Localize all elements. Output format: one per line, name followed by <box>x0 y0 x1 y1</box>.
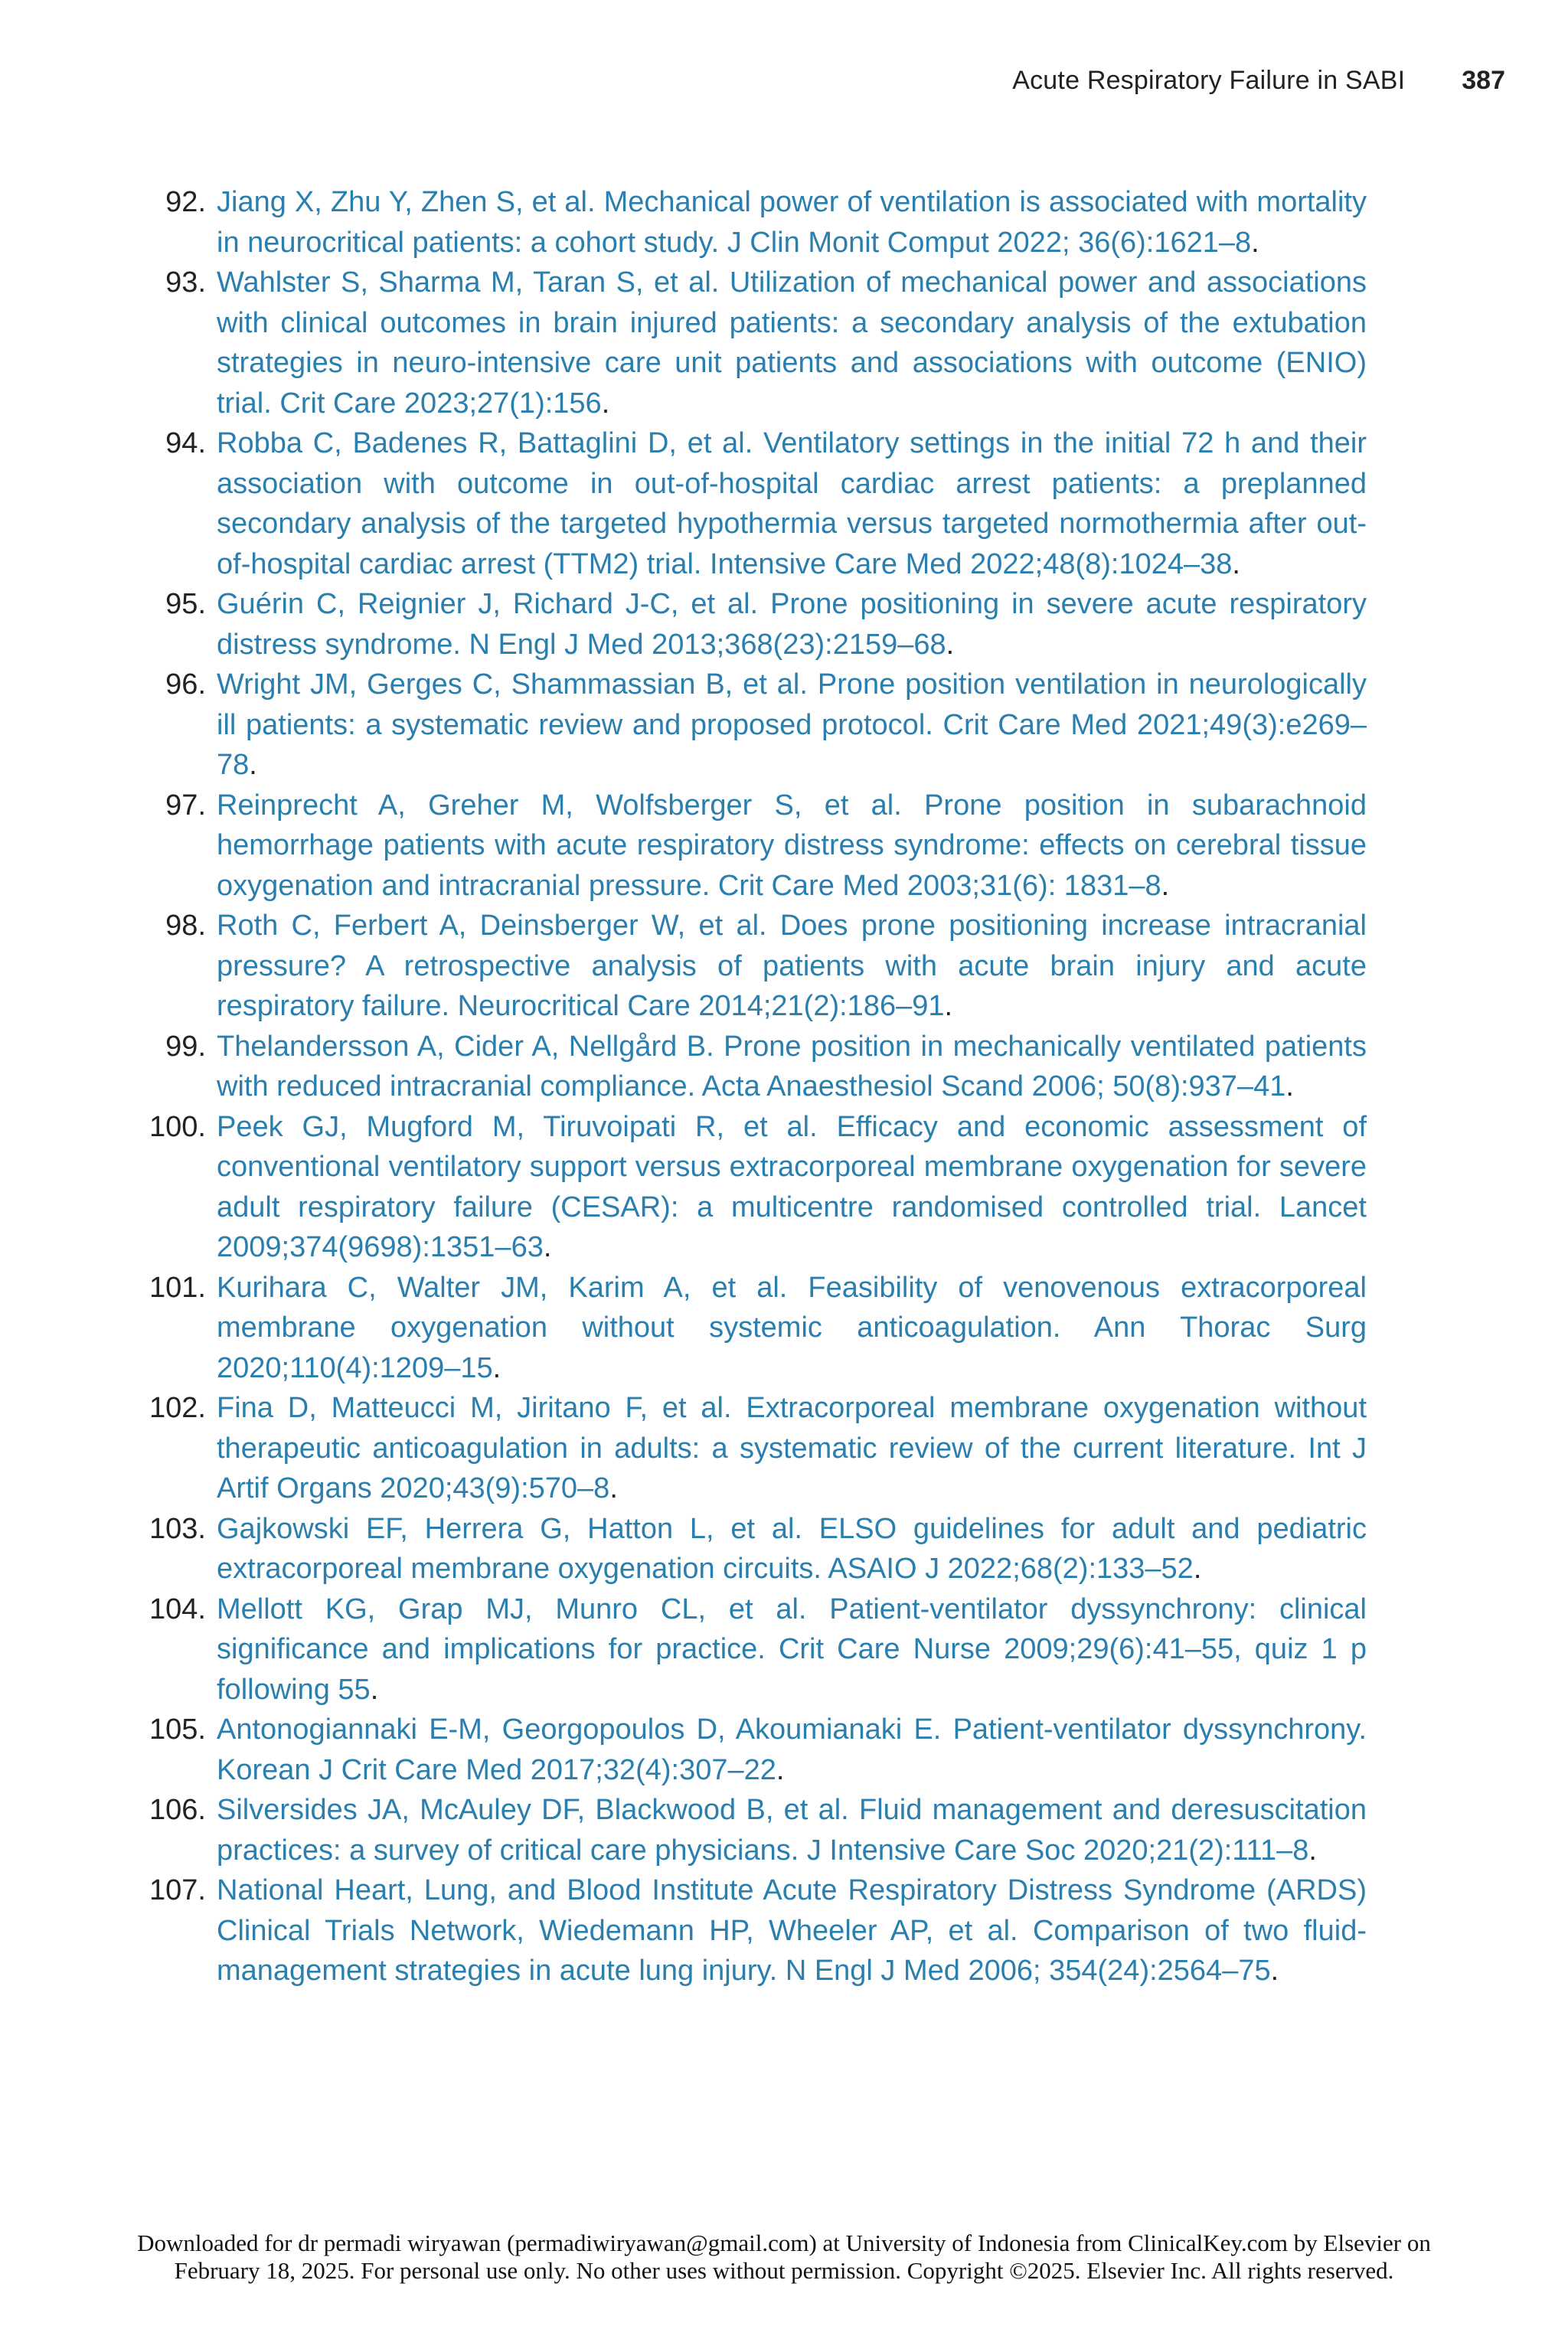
reference-item: 98. Roth C, Ferbert A, Deinsberger W, et al. Does prone positioning increase intracranial pressure? A retrospective analysis of patients with acute brain injury and acute respiratory failure. Neurocritical Care 2014;21(2):186–91. <box>157 906 1367 1027</box>
reference-link[interactable]: Fina D, Matteucci M, Jiritano F, et al. Extracorporeal membrane oxygenation without therapeutic anticoagulation in adults: a systematic review of the current literature. Int J Artif Organs 2020;43(9):570–8 <box>217 1392 1367 1504</box>
reference-link[interactable]: Reinprecht A, Greher M, Wolfsberger S, et al. Prone position in subarachnoid hemorrhage patients with acute respiratory distress syndrome: effects on cerebral tissue oxygenation and intracranial pressure. Crit Care Med 2003;31(6): 1831–8 <box>217 789 1367 902</box>
reference-link[interactable]: Wahlster S, Sharma M, Taran S, et al. Utilization of mechanical power and associations with clinical outcomes in brain injured patients: a secondary analysis of the extubation strategies in neuro-intensive care unit patients and associations with outcome (ENIO) trial. Crit Care 2023;27(1):156 <box>217 266 1367 420</box>
reference-link[interactable]: Silversides JA, McAuley DF, Blackwood B, et al. Fluid management and deresuscitation practices: a survey of critical care physicians. J Intensive Care Soc 2020;21(2):111–8 <box>217 1794 1367 1867</box>
reference-item: 93. Wahlster S, Sharma M, Taran S, et al. Utilization of mechanical power and associations with clinical outcomes in brain injured patients: a secondary analysis of the extubation strategies in neuro-intensive care unit patients and associations with outcome (ENIO) trial. Crit Care 2023;27(1):156. <box>157 263 1367 423</box>
reference-number: 103. <box>149 1512 206 1545</box>
reference-number: 106. <box>149 1794 206 1826</box>
reference-item: 106. Silversides JA, McAuley DF, Blackwood B, et al. Fluid management and deresuscitation practices: a survey of critical care physicians. J Intensive Care Soc 2020;21(2):111–8. <box>157 1790 1367 1870</box>
reference-number: 102. <box>149 1392 206 1424</box>
reference-link[interactable]: Jiang X, Zhu Y, Zhen S, et al. Mechanical power of ventilation is associated with mortality in neurocritical patients: a cohort study. J Clin Monit Comput 2022; 36(6):1621–8 <box>217 186 1367 259</box>
reference-link[interactable]: Peek GJ, Mugford M, Tiruvoipati R, et al. Efficacy and economic assessment of conventional ventilatory support versus extracorporeal membrane oxygenation for severe adult respiratory failure (CESAR): a multicentre randomised controlled trial. Lancet 2009;374(9698):1351–63 <box>217 1110 1367 1263</box>
reference-number: 97. <box>165 789 206 822</box>
reference-item: 94. Robba C, Badenes R, Battaglini D, et al. Ventilatory settings in the initial 72 h and their association with outcome in out-of-hospital cardiac arrest patients: a preplanned secondary analysis of the targeted hypothermia versus targeted normothermia after out-of-hospital cardiac arrest (TTM2) trial. Intensive Care Med 2022;48(8):1024–38. <box>157 423 1367 584</box>
reference-link[interactable]: Gajkowski EF, Herrera G, Hatton L, et al. ELSO guidelines for adult and pediatric extracorporeal membrane oxygenation circuits. ASAIO J 2022;68(2):133–52 <box>217 1512 1367 1585</box>
reference-number: 101. <box>149 1271 206 1304</box>
reference-item: 101. Kurihara C, Walter JM, Karim A, et al. Feasibility of venovenous extracorporeal membrane oxygenation without systemic anticoagulation. Ann Thorac Surg 2020;110(4):1209–15. <box>157 1268 1367 1389</box>
reference-item: 92. Jiang X, Zhu Y, Zhen S, et al. Mechanical power of ventilation is associated with mortality in neurocritical patients: a cohort study. J Clin Monit Comput 2022; 36(6):1621–8. <box>157 182 1367 263</box>
reference-link[interactable]: Guérin C, Reignier J, Richard J-C, et al. Prone positioning in severe acute respiratory distress syndrome. N Engl J Med 2013;368(23):2159–68 <box>217 588 1367 661</box>
download-notice <box>0 2230 1568 2285</box>
reference-number: 104. <box>149 1592 206 1625</box>
page-number: 387 <box>1462 66 1505 95</box>
running-head-title: Acute Respiratory Failure in SABI <box>1012 66 1406 95</box>
reference-link[interactable]: Thelandersson A, Cider A, Nellgård B. Prone position in mechanically ventilated patients with reduced intracranial compliance. Acta Anaesthesiol Scand 2006; 50(8):937–41 <box>217 1030 1367 1102</box>
reference-number: 96. <box>165 668 206 701</box>
reference-number: 93. <box>165 266 206 299</box>
reference-number: 98. <box>165 910 206 942</box>
reference-item: 95. Guérin C, Reignier J, Richard J-C, et al. Prone positioning in severe acute respiratory distress syndrome. N Engl J Med 2013;368(23):2159–68. <box>157 584 1367 665</box>
reference-link[interactable]: Kurihara C, Walter JM, Karim A, et al. Feasibility of venovenous extracorporeal membrane oxygenation without systemic anticoagulation. Ann Thorac Surg 2020;110(4):1209–15 <box>217 1271 1367 1384</box>
reference-number: 94. <box>165 427 206 459</box>
reference-link[interactable]: National Heart, Lung, and Blood Institute Acute Respiratory Distress Syndrome (ARDS) Clinical Trials Network, Wiedemann HP, Wheeler AP, et al. Comparison of two fluid-management strategies in acute lung injury. N Engl J Med 2006; 354(24):2564–75 <box>217 1874 1367 1987</box>
reference-item: 97. Reinprecht A, Greher M, Wolfsberger S, et al. Prone position in subarachnoid hemorrhage patients with acute respiratory distress syndrome: effects on cerebral tissue oxygenation and intracranial pressure. Crit Care Med 2003;31(6): 1831–8. <box>157 786 1367 906</box>
reference-item: 102. Fina D, Matteucci M, Jiritano F, et al. Extracorporeal membrane oxygenation without therapeutic anticoagulation in adults: a systematic review of the current literature. Int J Artif Organs 2020;43(9):570–8. <box>157 1388 1367 1509</box>
reference-list <box>149 182 1367 1991</box>
reference-item: 107. National Heart, Lung, and Blood Institute Acute Respiratory Distress Syndrome (ARDS) Clinical Trials Network, Wiedemann HP, Wheeler AP, et al. Comparison of two fluid-management strategies in acute lung injury. N Engl J Med 2006; 354(24):2564–75. <box>157 1870 1367 1991</box>
reference-number: 105. <box>149 1713 206 1746</box>
reference-number: 95. <box>165 588 206 620</box>
reference-link[interactable]: Robba C, Badenes R, Battaglini D, et al. Ventilatory settings in the initial 72 h and their association with outcome in out-of-hospital cardiac arrest patients: a preplanned secondary analysis of the targeted hypothermia versus targeted normothermia after out-of-hospital cardiac arrest (TTM2) trial. Intensive Care Med 2022;48(8):1024–38 <box>217 427 1367 580</box>
download-notice-line-2: February 18, 2025. For personal use only. No other uses without permission. Copyright ©2025. Elsevier Inc. All rights reserved. <box>174 2257 1394 2284</box>
running-head <box>1012 66 1505 106</box>
download-notice-line-1: Downloaded for dr permadi wiryawan (permadiwiryawan@gmail.com) at University of Indonesia from ClinicalKey.com by Elsevier on <box>137 2230 1431 2256</box>
reference-number: 99. <box>165 1030 206 1063</box>
reference-item: 105. Antonogiannaki E-M, Georgopoulos D, Akoumianaki E. Patient-ventilator dyssynchrony. Korean J Crit Care Med 2017;32(4):307–22. <box>157 1710 1367 1790</box>
reference-number: 92. <box>165 186 206 218</box>
reference-item: 99. Thelandersson A, Cider A, Nellgård B. Prone position in mechanically ventilated patients with reduced intracranial compliance. Acta Anaesthesiol Scand 2006; 50(8):937–41. <box>157 1027 1367 1107</box>
reference-link[interactable]: Roth C, Ferbert A, Deinsberger W, et al. Does prone positioning increase intracranial pressure? A retrospective analysis of patients with acute brain injury and acute respiratory failure. Neurocritical Care 2014;21(2):186–91 <box>217 910 1367 1022</box>
reference-link[interactable]: Mellott KG, Grap MJ, Munro CL, et al. Patient-ventilator dyssynchrony: clinical significance and implications for practice. Crit Care Nurse 2009;29(6):41–55, quiz 1 p following 55 <box>217 1592 1367 1706</box>
reference-number: 107. <box>149 1874 206 1906</box>
reference-item: 96. Wright JM, Gerges C, Shammassian B, et al. Prone position ventilation in neurologically ill patients: a systematic review and proposed protocol. Crit Care Med 2021;49(3):e269–78. <box>157 665 1367 786</box>
reference-item: 100. Peek GJ, Mugford M, Tiruvoipati R, et al. Efficacy and economic assessment of conventional ventilatory support versus extracorporeal membrane oxygenation for severe adult respiratory failure (CESAR): a multicentre randomised controlled trial. Lancet 2009;374(9698):1351–63. <box>157 1107 1367 1268</box>
reference-link[interactable]: Antonogiannaki E-M, Georgopoulos D, Akoumianaki E. Patient-ventilator dyssynchrony. Korean J Crit Care Med 2017;32(4):307–22 <box>217 1713 1367 1786</box>
reference-item: 104. Mellott KG, Grap MJ, Munro CL, et al. Patient-ventilator dyssynchrony: clinical significance and implications for practice. Crit Care Nurse 2009;29(6):41–55, quiz 1 p following 55. <box>157 1589 1367 1710</box>
reference-item: 103. Gajkowski EF, Herrera G, Hatton L, et al. ELSO guidelines for adult and pediatric extracorporeal membrane oxygenation circuits. ASAIO J 2022;68(2):133–52. <box>157 1509 1367 1589</box>
reference-number: 100. <box>149 1110 206 1143</box>
reference-link[interactable]: Wright JM, Gerges C, Shammassian B, et al. Prone position ventilation in neurologically ill patients: a systematic review and proposed protocol. Crit Care Med 2021;49(3):e269–78 <box>217 668 1367 781</box>
